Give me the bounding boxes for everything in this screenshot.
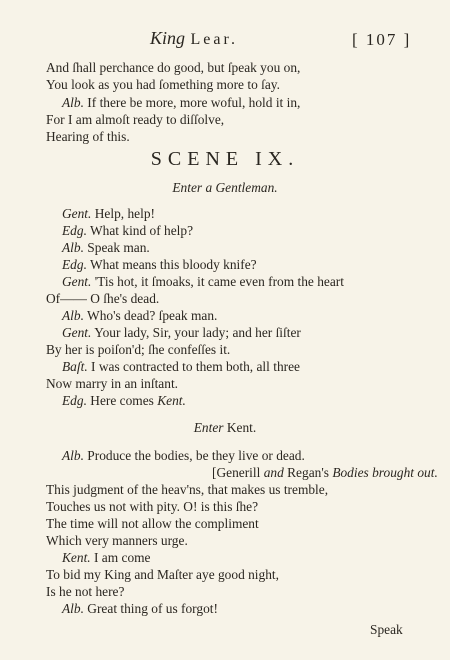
text-line: And ſhall perchance do good, but ſpeak you on, — [46, 60, 301, 75]
speech-line — [62, 206, 155, 222]
text-line: To bid my King and Maſter aye good night, — [46, 567, 279, 582]
direction-part: Regan's — [283, 465, 333, 480]
title-smallcaps: Lear. — [190, 31, 238, 48]
stage-direction — [0, 420, 450, 436]
speech-text: I am come — [90, 550, 151, 565]
speech-text: Who's dead? ſpeak man. — [83, 308, 218, 323]
direction-part: Bodies brought out. — [332, 465, 438, 480]
speech-line — [62, 601, 218, 617]
speech-text: Your lady, Sir, your lady; and her ſiſter — [91, 325, 301, 340]
text-line: Touches us not with pity. O! is this ſhe? — [46, 499, 259, 514]
title-italic: King — [150, 28, 186, 48]
speech-line — [62, 257, 257, 273]
stage-direction: Enter a Gentleman. — [172, 180, 278, 195]
speech-line — [62, 550, 151, 566]
speech-text: If there be more, more woful, hold it in, — [83, 95, 301, 110]
stage-direction-inline — [212, 465, 438, 481]
speech-line — [62, 393, 186, 409]
text-line: For I am almoſt ready to diſſolve, — [46, 112, 225, 127]
speaker-name: Edg. — [62, 223, 87, 238]
running-header — [0, 24, 450, 50]
speaker-name: Gent. — [62, 274, 92, 289]
speech-text: I was contracted to them both, all three — [87, 359, 300, 374]
speaker-name: Baſt. — [62, 359, 88, 374]
text-line: Now marry in an inſtant. — [46, 376, 179, 391]
speaker-name: Alb. — [62, 308, 84, 323]
direction-part: and — [263, 465, 284, 480]
speaker-name: Gent. — [62, 206, 92, 221]
speech-text: What kind of help? — [86, 223, 194, 238]
speech-line — [62, 448, 305, 464]
text-line: Is he not here? — [46, 584, 125, 599]
page-number: [ 107 ] — [352, 30, 412, 49]
text-line: You look as you had ſomething more to ſay. — [46, 77, 280, 92]
running-title — [150, 28, 238, 49]
text-line: This judgment of the heav'ns, that makes us tremble, — [46, 482, 329, 497]
speaker-name: Edg. — [62, 257, 87, 272]
speaker-name: Gent. — [62, 325, 92, 340]
scene-heading: SCENE IX. — [150, 148, 300, 170]
text-line: Of—— O ſhe's dead. — [46, 291, 160, 306]
speech-text: 'Tis hot, it ſmoaks, it came even from the heart — [91, 274, 344, 289]
speech-line — [62, 240, 150, 256]
speaker-name: Alb. — [62, 95, 84, 110]
direction-italic: Enter — [193, 420, 224, 435]
speaker-name: Alb. — [62, 240, 84, 255]
speech-line — [62, 95, 300, 111]
speech-line — [62, 325, 301, 341]
text-line: Hearing of this. — [46, 129, 130, 144]
speech-text: What means this bloody knife? — [86, 257, 257, 272]
speech-line — [62, 223, 193, 239]
catchword: Speak — [370, 622, 403, 637]
text-line: The time will not allow the compliment — [46, 516, 259, 531]
speaker-name: Kent. — [62, 550, 91, 565]
speech-text: Produce the bodies, be they live or dead. — [83, 448, 305, 463]
text-line: Which very manners urge. — [46, 533, 188, 548]
speaker-name: Alb. — [62, 448, 84, 463]
direction-part: [Generill — [212, 465, 264, 480]
speech-text: Help, help! — [91, 206, 155, 221]
speech-text: Speak man. — [83, 240, 150, 255]
speech-text: Great thing of us forgot! — [83, 601, 218, 616]
speaker-name: Alb. — [62, 601, 84, 616]
speech-line — [62, 274, 344, 290]
speech-text: Here comes — [86, 393, 158, 408]
speech-text-italic: Kent. — [157, 393, 186, 408]
speech-line — [62, 359, 300, 375]
speech-line — [62, 308, 217, 324]
direction-roman: Kent. — [223, 420, 257, 435]
text-line: By her is poiſon'd; ſhe confeſſes it. — [46, 342, 231, 357]
speaker-name: Edg. — [62, 393, 87, 408]
